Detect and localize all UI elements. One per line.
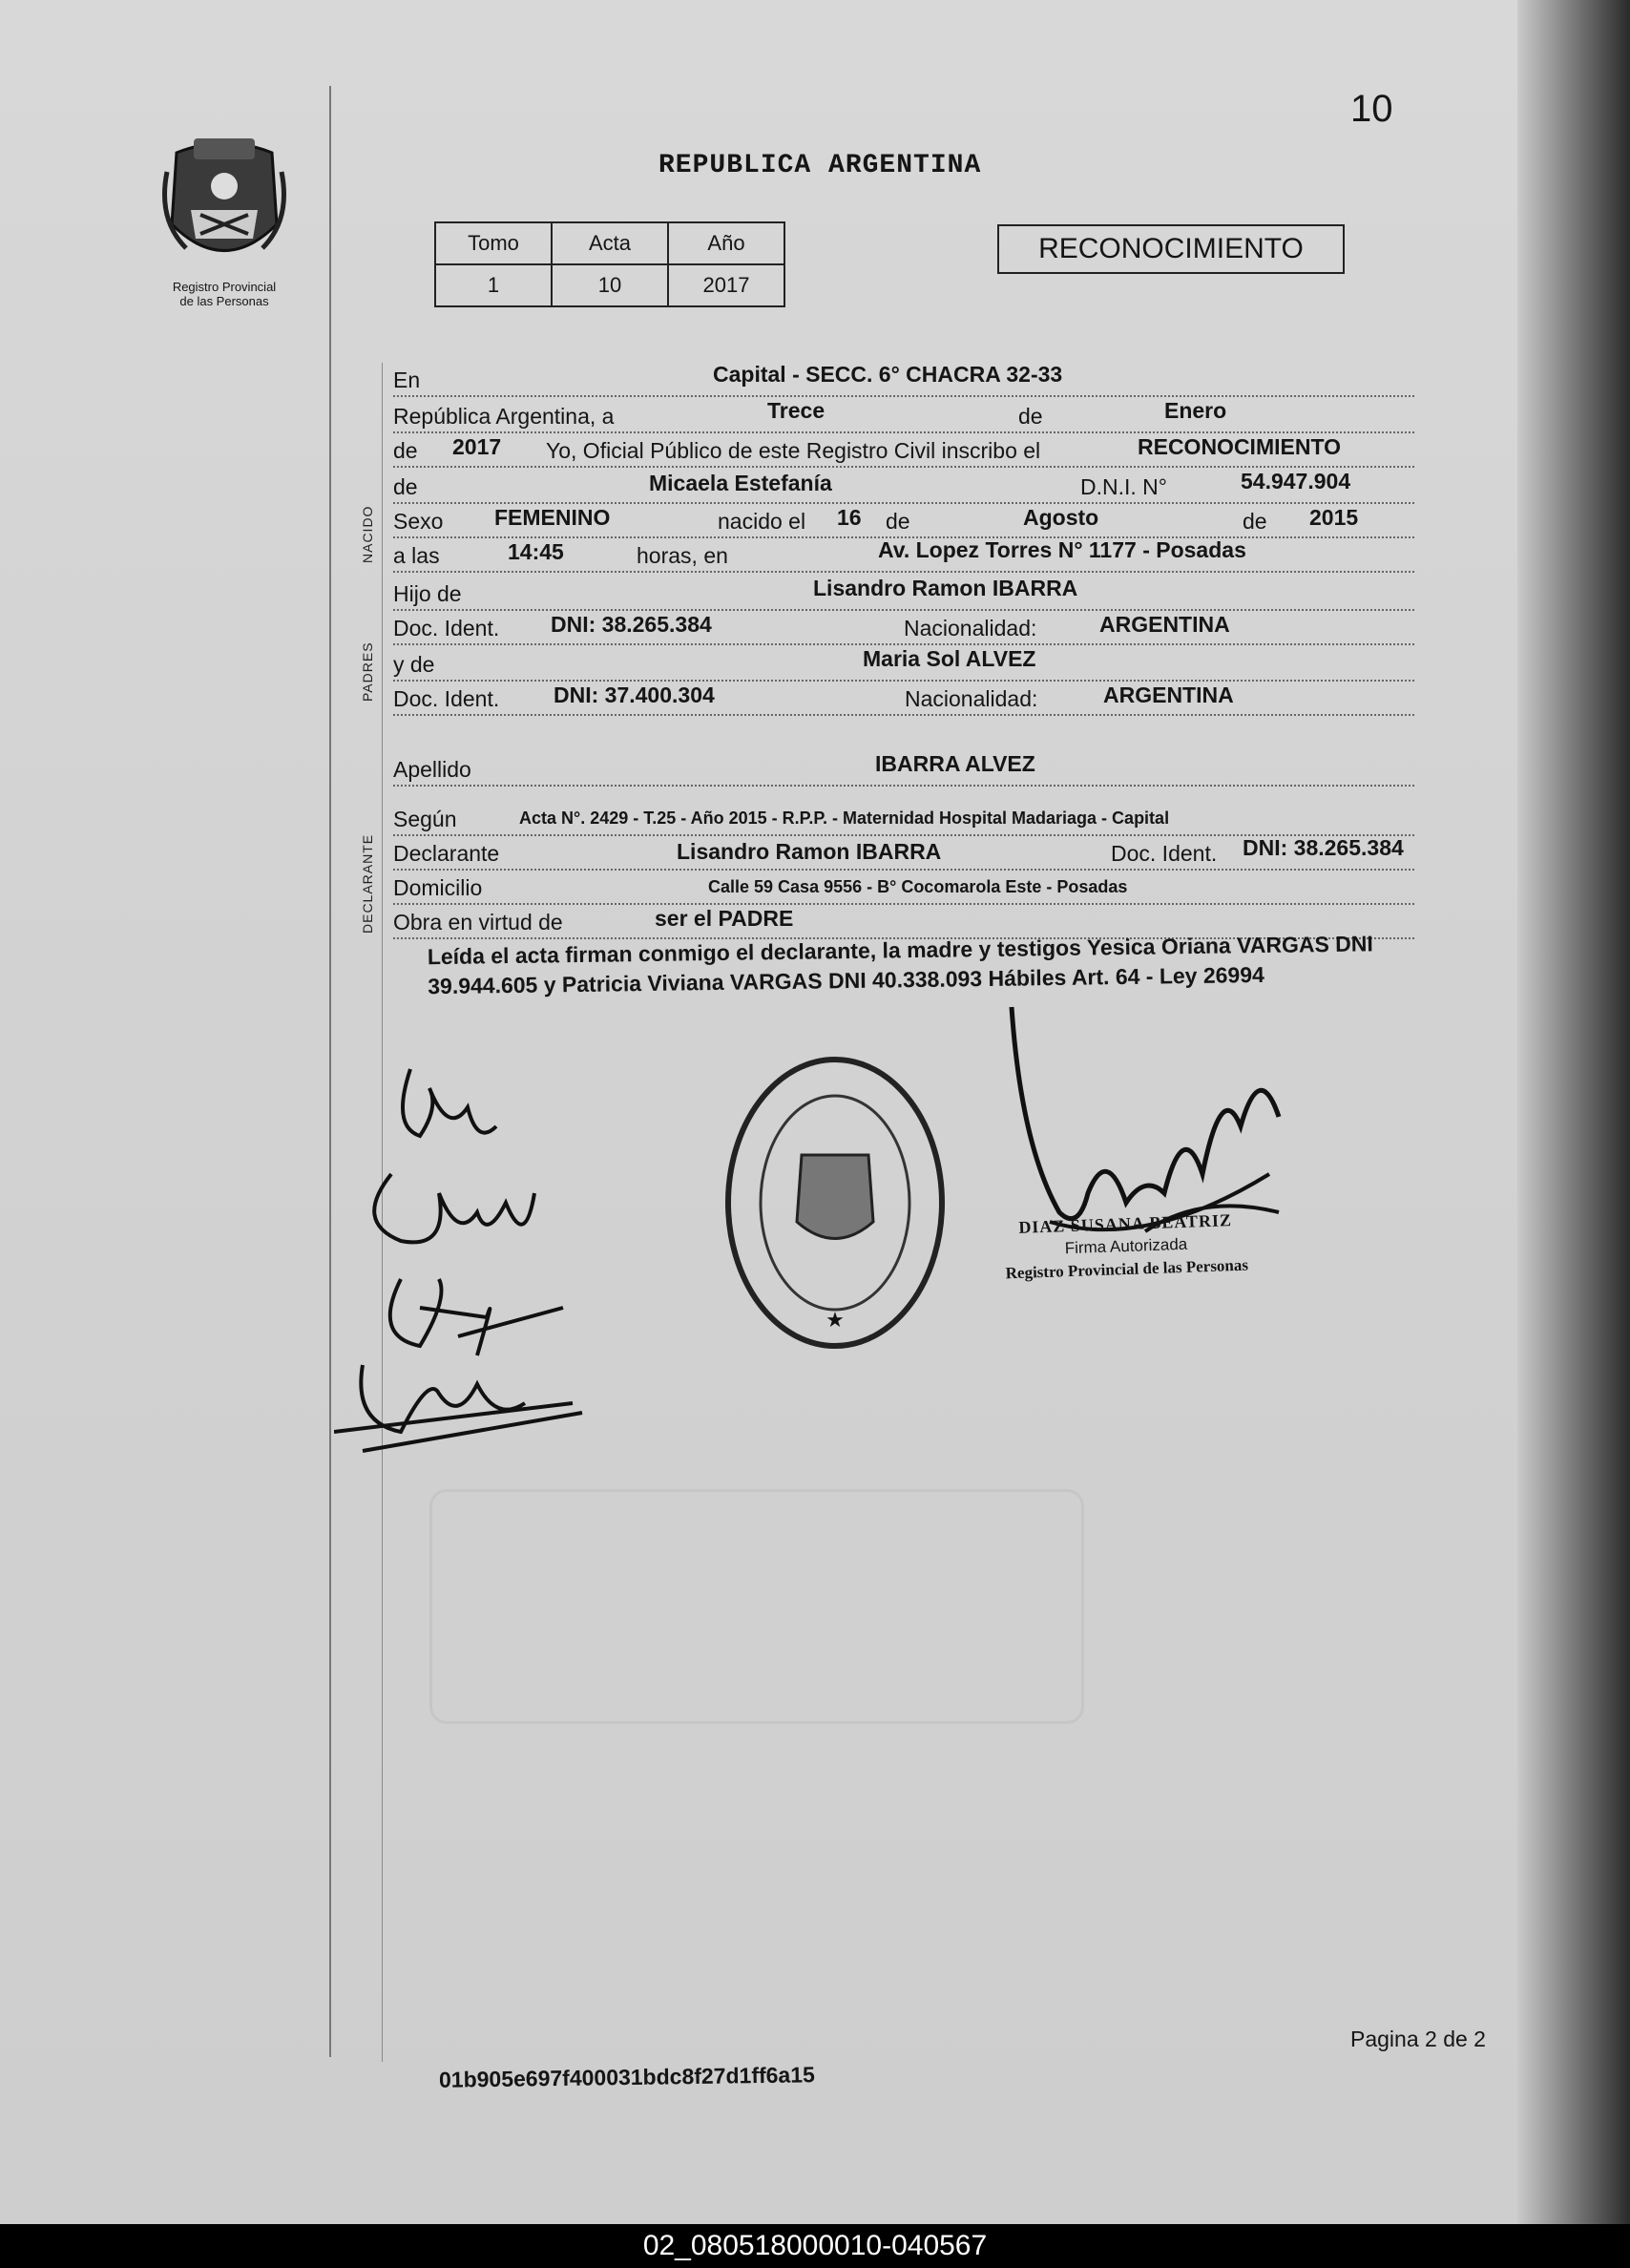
margin-rule <box>329 86 331 2057</box>
line-hora <box>393 536 1414 573</box>
field-label: de <box>1018 404 1043 429</box>
field-value: ser el PADRE <box>655 906 794 931</box>
logo-caption <box>134 280 315 308</box>
field-label: a las <box>393 543 440 568</box>
page-of-footer: Pagina 2 de 2 <box>1350 2026 1486 2051</box>
officer-role: Firma Autorizada <box>1064 1234 1188 1258</box>
side-label-padres: PADRES <box>360 641 375 702</box>
field-value: ARGENTINA <box>1099 612 1230 637</box>
field-value: DNI: 37.400.304 <box>554 682 715 707</box>
table-cell: 2017 <box>668 264 784 306</box>
field-value: Micaela Estefanía <box>649 471 832 495</box>
witness-signatures-icon <box>334 1050 592 1470</box>
officer-signature-block <box>972 1207 1280 1286</box>
field-value: Acta N°. 2429 - T.25 - Año 2015 - R.P.P. - Maternidad Hospital Madariaga - Capital <box>519 808 1170 828</box>
line-domicilio <box>393 869 1414 905</box>
logo-caption-line: Registro Provincial <box>172 280 277 294</box>
line-sexo <box>393 502 1414 538</box>
side-label-declarante: DECLARANTE <box>360 833 375 934</box>
field-label: En <box>393 368 421 392</box>
page-number: 10 <box>1350 88 1393 130</box>
record-type-box: RECONOCIMIENTO <box>997 224 1345 274</box>
field-label: Doc. Ident. <box>1111 841 1218 866</box>
field-label: República Argentina, a <box>393 404 615 429</box>
field-label: Apellido <box>393 757 471 782</box>
official-stamp-icon <box>721 1050 950 1355</box>
field-value: 2017 <box>452 434 502 459</box>
field-label: horas, en <box>637 543 728 568</box>
logo-caption-line: de las Personas <box>179 294 269 308</box>
field-label: Doc. Ident. <box>393 686 500 711</box>
field-value: Enero <box>1164 398 1227 423</box>
field-value: 54.947.904 <box>1241 469 1351 494</box>
field-label: Yo, Oficial Público de este Registro Civil inscribo el <box>546 438 1041 463</box>
table-cell: 10 <box>552 264 668 306</box>
field-label: Nacionalidad: <box>905 686 1038 711</box>
field-value: RECONOCIMIENTO <box>1138 434 1341 459</box>
field-value: DNI: 38.265.384 <box>1243 835 1404 860</box>
country-title: REPUBLICA ARGENTINA <box>658 151 982 180</box>
field-label: y de <box>393 652 435 677</box>
closing-text: Leída el acta firman conmigo el declarante, la madre y testigos Yesica Oriana VARGAS DNI 39.944.605 y Patricia Viviana VARGAS DNI 40.338.093 Hábiles Art. 64 - Ley 26994 <box>427 931 1373 999</box>
field-label: D.N.I. N° <box>1080 474 1167 499</box>
field-label: Domicilio <box>393 875 483 900</box>
field-label: Obra en virtud de <box>393 910 563 934</box>
binding-shadow <box>1517 0 1630 2224</box>
field-value: Agosto <box>1023 505 1099 530</box>
field-value: Capital - SECC. 6° CHACRA 32-33 <box>713 362 1063 387</box>
field-value: Av. Lopez Torres N° 1177 - Posadas <box>878 537 1246 562</box>
scan-id: 02_080518000010-040567 <box>642 2230 988 2261</box>
line-madre <box>393 645 1414 682</box>
field-label: de <box>886 509 910 534</box>
field-value: FEMENINO <box>494 505 611 530</box>
field-value: IBARRA ALVEZ <box>875 751 1035 776</box>
field-label: de <box>393 474 418 499</box>
line-nombre <box>393 468 1414 504</box>
line-en <box>393 361 1414 397</box>
field-label: Según <box>393 807 457 831</box>
table-header: Tomo <box>435 222 552 264</box>
field-value: Maria Sol ALVEZ <box>863 646 1036 671</box>
field-label: nacido el <box>718 509 806 534</box>
field-label: de <box>393 438 418 463</box>
line-fecha <box>393 397 1414 433</box>
field-label: de <box>1243 509 1267 534</box>
line-doc-padre <box>393 609 1414 645</box>
field-value: DNI: 38.265.384 <box>551 612 712 637</box>
field-label: Declarante <box>393 841 500 866</box>
field-label: Sexo <box>393 509 444 534</box>
line-apellido <box>393 750 1414 787</box>
table-header: Acta <box>552 222 668 264</box>
document-hash: 01b905e697f400031bdc8f27d1ff6a15 <box>438 2062 815 2092</box>
table-cell: 1 <box>435 264 552 306</box>
field-label: Hijo de <box>393 581 462 606</box>
side-label-nacido: NACIDO <box>360 505 375 563</box>
line-declarante <box>393 834 1414 871</box>
field-value: Trece <box>767 398 825 423</box>
provincial-coat-of-arms-icon <box>157 134 291 277</box>
field-label: Doc. Ident. <box>393 616 500 640</box>
field-value: 16 <box>837 505 862 530</box>
field-value: 14:45 <box>508 539 564 564</box>
line-segun <box>393 800 1414 836</box>
field-value: Calle 59 Casa 9556 - B° Cocomarola Este - Posadas <box>708 877 1128 896</box>
field-value: Lisandro Ramon IBARRA <box>813 576 1078 600</box>
bleed-through-mark <box>429 1489 1084 1724</box>
officer-registry: Registro Provincial de las Personas <box>1005 1255 1249 1283</box>
field-value: 2015 <box>1309 505 1359 530</box>
record-table <box>434 221 785 307</box>
line-doc-madre <box>393 680 1414 716</box>
officer-name: DIAZ SUSANA BEATRIZ <box>1018 1210 1233 1237</box>
field-value: ARGENTINA <box>1103 682 1234 707</box>
scan-id-bar <box>0 2224 1630 2268</box>
table-header: Año <box>668 222 784 264</box>
line-hijo <box>393 575 1414 611</box>
field-value: Lisandro Ramon IBARRA <box>677 839 942 864</box>
line-inscribe <box>393 431 1414 468</box>
field-label: Nacionalidad: <box>904 616 1037 640</box>
svg-text:★: ★ <box>825 1308 845 1332</box>
